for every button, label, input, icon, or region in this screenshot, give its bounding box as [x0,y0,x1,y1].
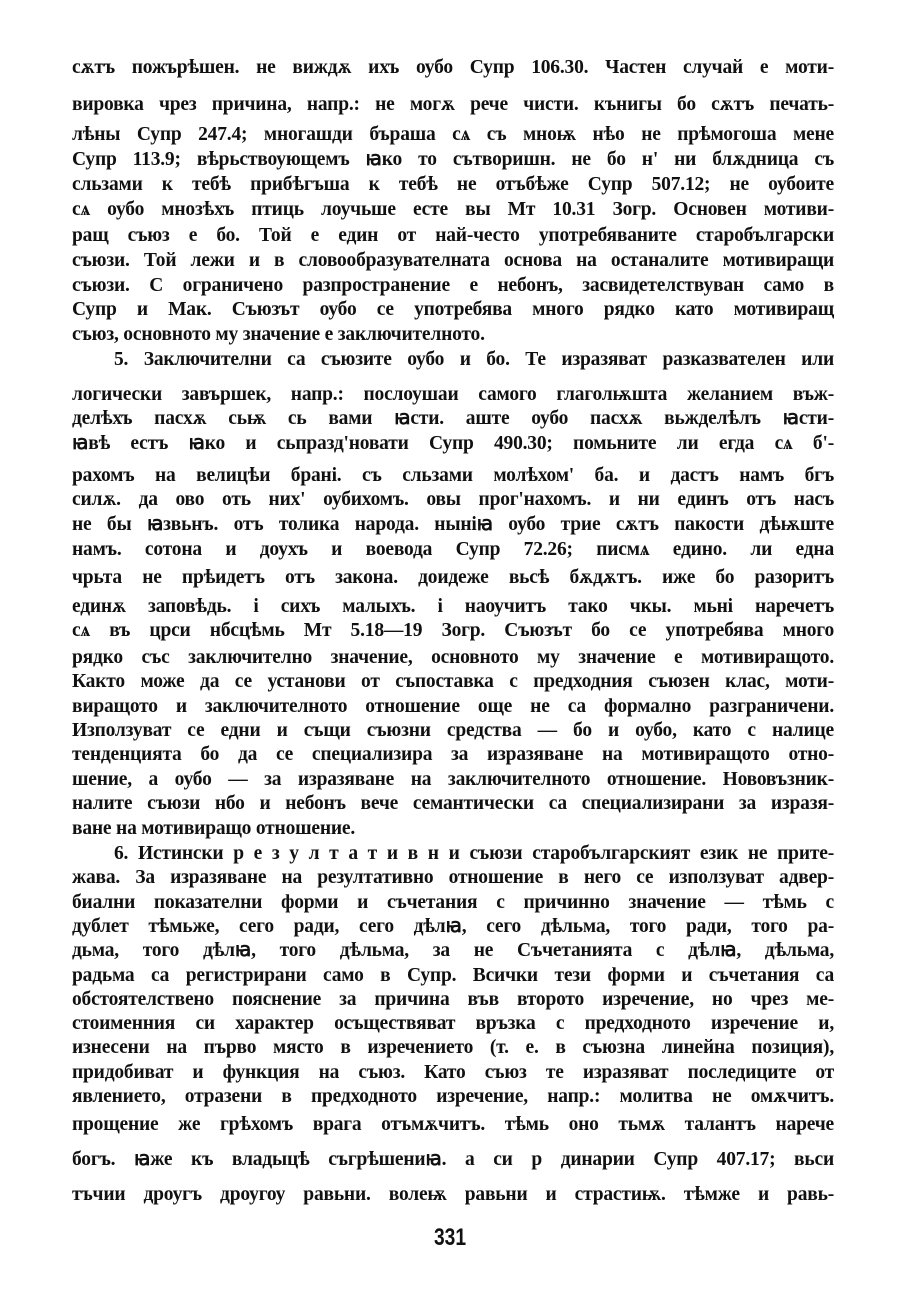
text-line: жава. За изразяване на резултативно отношение в него се използуват адвер- [72,867,834,888]
text-line: лѣны Супр 247.4; многашди бъраша сѧ съ мноѭ нѣо не прѣмогоша мене [72,124,834,145]
text-line: шение, а оубо — за изразяване на заключителното отношение. Нововъзник- [72,769,834,790]
text-line: вировка чрез причина, напр.: не могѫ рече чисти. кънигы бо сѫтъ печать- [72,94,834,115]
text-line: логически завършек, напр.: послоушаи самого глаголѭшта желанием въж- [72,384,834,405]
text-line: Супр 113.9; вѣрьствоующемъ ꙗко то сътворишн. не бо н' ни блѫдница съ [72,149,834,170]
text-line: прощение же грѣхомъ врага отъмѫчитъ. тѣмь оно тьмѫ талантъ нарече [72,1114,834,1135]
text-line: единѫ заповѣдь. і сихъ малыхъ. і наоучитъ тако чкы. мьні наречетъ [72,596,834,617]
page-number: 331 [433,1224,467,1251]
text-line: налите съюзи нбо и небонъ вече семантически са специализирани за изразя- [72,793,834,814]
text-line: обстоятелствено пояснение за причина във второто изречение, но чрез ме- [72,989,834,1010]
text-line: 6. Истински р е з у л т а т и в н и съюзи старобългарският език не прите- [114,843,834,864]
text-line: сѧ въ црси нбсцѣмь Мт 5.18—19 Зогр. Съюзът бо се употребява много [72,620,834,641]
text-line: сѧ оубо мнозѣхъ птиць лоучьше есте вы Мт 10.31 Зогр. Основен мотиви- [72,199,834,220]
text-line: ращ съюз е бо. Той е един от най-често употребяваните старобългарски [72,225,834,246]
text-line: тенденцията бо да се специализира за изразяване на мотивиращото отно- [72,744,834,765]
text-line: 5. Заключителни са съюзите оубо и бо. Те изразяват разказвателен или [114,349,834,370]
text-line: виращото и заключителното отношение още не са формално разграничени. [72,696,834,717]
text-line: чрьта не прѣидетъ отъ закона. доидеже вьсѣ бѫдѫтъ. иже бо разоритъ [72,567,834,588]
text-line: намъ. сотона и доухъ и воевода Супр 72.26; писмѧ едино. ли една [72,539,834,560]
text-line: съюзи. С ограничено разпространение е небонъ, засвидетелствуван само в [72,275,834,296]
text-line: явлението, отразени в предходното изречение, напр.: молитва не омѫчитъ. [72,1086,834,1107]
text-line: рядко със заключително значение, основното му значение е мотивиращото. [72,647,834,668]
text-line: изнесени на първо място в изречението (т. е. в съюзна линейна позиция), [72,1037,834,1058]
text-line: сльзами к тебѣ прибѣгъша к тебѣ не отъбѣже Супр 507.12; не оубоите [72,174,834,195]
text-line: богъ. ꙗже къ владыцѣ съгрѣшениꙗ. а си р динарии Супр 407.17; вьси [72,1149,834,1170]
text-line: радьма са регистрирани само в Супр. Всички тези форми и съчетания са [72,965,834,986]
text-line: ꙗвѣ естъ ꙗко и сьпразд'новати Супр 490.30; помьните ли егда сѧ б'- [72,433,834,454]
text-line: ване на мотивиращо отношение. [72,818,356,839]
text-line: тъчии дроугъ дроугоу равьни. волеѭ равьни и страстиѭ. тѣмже и равь- [72,1184,834,1205]
text-line: биални показателни форми и съчетания с причинно значение — тѣмь с [72,892,834,913]
text-line: дьма, того дѣлꙗ, того дѣльма, за не Съчетанията с дѣлꙗ, дѣльма, [72,940,834,961]
text-line: съюз, основното му значение е заключителното. [72,324,485,345]
text-line: силѫ. да ово оть них' оубихомъ. овы прог'нахомъ. и ни единъ отъ насъ [72,489,834,510]
text-line: сѫтъ пожърѣшен. не виждѫ ихъ оубо Супр 106.30. Частен случай е моти- [72,57,834,78]
text-line: стоименния си характер осъществяват връзка с предходното изречение и, [72,1013,834,1034]
text-line: Супр и Мак. Съюзът оубо се употребява много рядко като мотивиращ [72,299,834,320]
text-line: не бы ꙗзвьнъ. отъ толика народа. ныніꙗ оубо трие сѫтъ пакости дѣѭште [72,514,834,535]
text-line: съюзи. Той лежи и в словообразувателната основа на останалите мотивиращи [72,250,834,271]
text-line: делѣхъ пасхѫ сьѭ сь вами ꙗсти. аште оубо пасхѫ вьжделѣлъ ꙗсти- [72,408,834,429]
text-line: Използуват се едни и същи съюзни средства — бо и оубо, като с налице [72,720,834,741]
text-line: рахомъ на велицѣи брані. съ сльзами молѣхом' ба. и дастъ намъ бгъ [72,465,834,486]
text-line: дублет тѣмьже, сего ради, сего дѣлꙗ, сего дѣльма, того ради, того ра- [72,916,834,937]
text-line: Както може да се установи от съпоставка с предходния съюзен клас, моти- [72,671,834,692]
text-line: придобиват и функция на съюз. Като съюз те изразяват последиците от [72,1062,834,1083]
